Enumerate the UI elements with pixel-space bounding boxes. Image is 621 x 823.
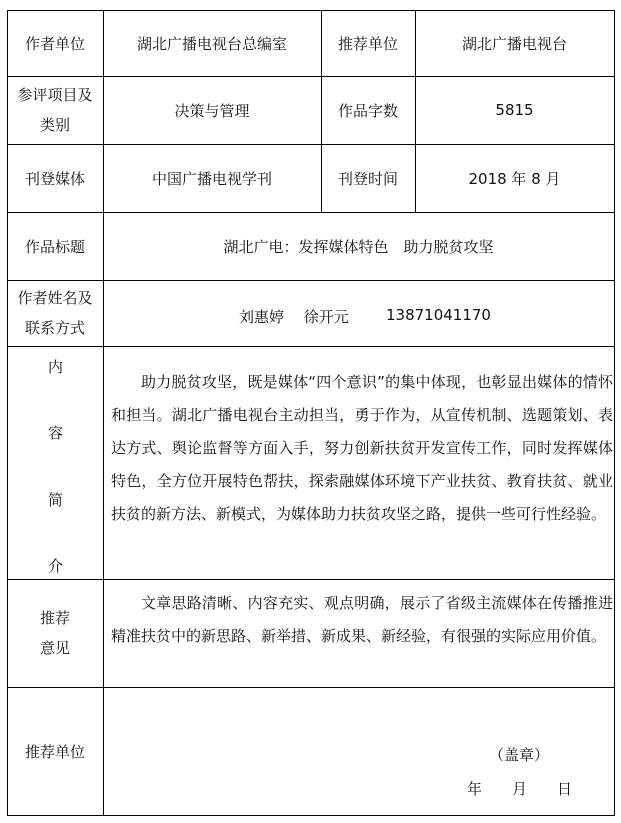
table-border: [7, 280, 615, 281]
table-border: [614, 10, 615, 816]
table-border: [7, 579, 615, 580]
table-border: [7, 815, 615, 816]
opinion-value: [103, 579, 614, 687]
author-contact-label: [7, 280, 103, 346]
title-label: 作品标题: [24, 237, 85, 256]
author-names: 刘惠婷 徐开元: [239, 308, 349, 326]
summary-label-char: 介: [48, 557, 64, 575]
opinion-label-line2: 意见: [39, 639, 70, 657]
summary-label: [7, 346, 103, 579]
author-contact-label-line1: 作者姓名及: [17, 289, 93, 307]
publish-date-value: 2018 年 8 月: [468, 169, 561, 188]
table-border: [7, 346, 615, 347]
opinion-label-line1: 推荐: [39, 609, 70, 627]
table-border: [7, 687, 615, 688]
table-border: [7, 10, 615, 11]
author-phone: 13871041170: [386, 306, 491, 324]
opinion-label: [7, 579, 103, 687]
table-border: [7, 212, 615, 213]
table-border: [103, 10, 104, 816]
category-label-line2: 类别: [39, 116, 70, 134]
seal-text: （盖章）: [489, 746, 550, 764]
recommend-unit-value: 湖北广播电视台: [461, 34, 567, 53]
table-border: [7, 144, 615, 145]
recommend-unit-seal-area: [103, 687, 614, 815]
table-border: [415, 10, 416, 212]
table-border: [7, 10, 8, 816]
table-border: [7, 76, 615, 77]
summary-value: [103, 346, 614, 579]
author-unit-value: 湖北广播电视台总编室: [136, 34, 287, 53]
word-count-value: 5815: [495, 101, 534, 119]
summary-label-char: 容: [48, 424, 64, 442]
media-label: 刊登媒体: [24, 169, 85, 188]
word-count-label: 作品字数: [337, 101, 398, 120]
date-text: 年 月 日: [467, 780, 573, 798]
publish-date-label: 刊登时间: [337, 169, 398, 188]
author-unit-label: 作者单位: [24, 34, 85, 53]
title-value: 湖北广电：发挥媒体特色 助力脱贫攻坚: [223, 237, 494, 256]
summary-text: 助力脱贫攻坚，既是媒体“四个意识”的集中体现，也彰显出媒体的情怀和担当。湖北广播电视台主动担当，勇于作为，从宣传机制、选题策划、表达方式、舆论监督等方面入手，努力创新扶贫开发宣传工作，同时发挥媒体特色，全方位开展特色帮扶，探索融媒体环境下产业扶贫、教育扶贫、就业扶贫的新方法、新模式，为媒体助力扶贫攻坚之路，提供一些可行性经验。: [111, 373, 613, 523]
summary-label-char: 简: [48, 491, 64, 509]
summary-label-char: 内: [48, 358, 64, 376]
author-contact-label-line2: 联系方式: [24, 319, 85, 337]
opinion-text: 文章思路清晰、内容充实、观点明确，展示了省级主流媒体在传播推进精准扶贫中的新思路、新举措、新成果、新经验，有很强的实际应用价值。: [111, 594, 613, 645]
category-label: [7, 76, 103, 144]
category-value: 决策与管理: [174, 101, 250, 120]
author-contact-value: [103, 280, 614, 346]
media-value: 中国广播电视学刊: [151, 169, 272, 188]
recommend-unit-seal-label: 推荐单位: [24, 742, 85, 761]
category-label-line1: 参评项目及: [17, 86, 93, 104]
recommend-unit-label: 推荐单位: [337, 34, 398, 53]
table-border: [321, 10, 322, 212]
